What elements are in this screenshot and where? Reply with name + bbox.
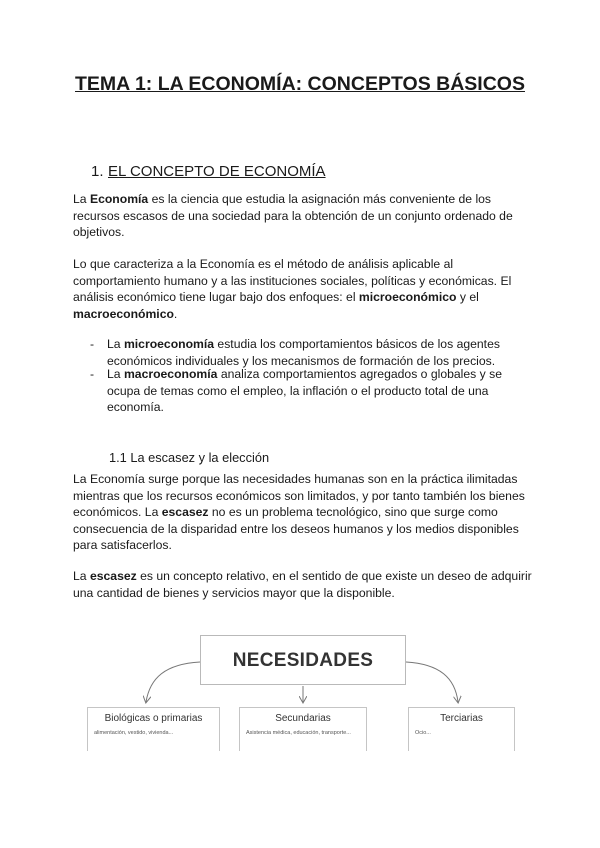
category-title: Secundarias	[275, 713, 331, 724]
bullet-dash: -	[90, 367, 95, 381]
category-title: Biológicas o primarias	[104, 713, 203, 724]
text-run: La Economía surge porque las necesidades humanas son en la práctica ilimitadas mientras que los recursos económicos son limitados, y por tanto también los bienes económicos. La	[73, 472, 525, 519]
bullet-text	[107, 366, 527, 416]
paragraph-escasez-origen	[73, 471, 533, 554]
text-run: La	[107, 337, 124, 351]
paragraph-escasez-relativo	[73, 568, 533, 601]
text-run: y el	[456, 290, 479, 304]
category-text: Ocio...	[415, 730, 431, 736]
arrow-left	[146, 662, 200, 702]
text-run: La	[73, 569, 90, 583]
bullet-dash: -	[90, 337, 95, 351]
category-box-terciarias	[408, 707, 515, 751]
category-text: Asistencia médica, educación, transporte...	[246, 730, 351, 736]
bold-term: Economía	[89, 192, 149, 206]
section-number: 1.	[91, 163, 104, 180]
paragraph-economia-definition	[73, 191, 533, 241]
arrow-right	[406, 662, 458, 702]
category-text: alimentación, vestido, vivienda...	[94, 730, 174, 736]
section-heading-1	[91, 163, 326, 181]
text-run: estudia los comportamientos básicos de los agentes económicos individuales y los mecanismos de formación de los precios.	[107, 337, 500, 368]
bold-term: microeconomía	[123, 337, 215, 351]
text-run: es la ciencia que estudia la asignación más conveniente de los recursos escasos de una sociedad para la obtención de un conjunto ordenado de objetivos.	[73, 192, 513, 239]
bold-term: macroeconómico	[73, 306, 174, 321]
text-run: es un concepto relativo, en el sentido de que existe un deseo de adquirir una cantidad de bienes y servicios mayor que la disponible.	[73, 569, 532, 600]
bullet-text	[107, 336, 527, 369]
text-run: Lo que caracteriza a la Economía es el método de análisis aplicable al comportamiento humano y a las instituciones sociales, políticas y económicas. El análisis económico tiene lugar bajo dos enfoques: el	[73, 257, 512, 304]
necesidades-box: NECESIDADES	[200, 635, 406, 685]
paragraph-metodo-analisis	[73, 256, 533, 322]
category-box-secundarias	[239, 707, 367, 751]
bold-term: microeconómico	[358, 290, 457, 304]
text-run: analiza comportamientos agregados o globales y se ocupa de temas como el empleo, la inflación o el producto total de una economía.	[107, 367, 502, 414]
text-run: La	[107, 367, 124, 381]
bold-term: escasez	[161, 505, 209, 519]
subsection-heading-1-1: 1.1 La escasez y la elección	[109, 450, 270, 465]
text-run: .	[173, 306, 178, 321]
bold-term: macroeconomía	[123, 367, 218, 381]
text-run: no es un problema tecnológico, sino que surge como consecuencia de la disparidad entre los deseos humanos y los medios disponibles para satisfacerlos.	[73, 505, 519, 552]
needs-diagram	[0, 630, 600, 760]
document-title: TEMA 1: LA ECONOMÍA: CONCEPTOS BÁSICOS	[75, 73, 525, 95]
section-title: EL CONCEPTO DE ECONOMÍA	[108, 163, 326, 180]
category-title: Terciarias	[440, 713, 483, 724]
bold-term: escasez	[89, 569, 137, 583]
category-box-primarias	[87, 707, 220, 751]
text-run: La	[73, 192, 90, 206]
